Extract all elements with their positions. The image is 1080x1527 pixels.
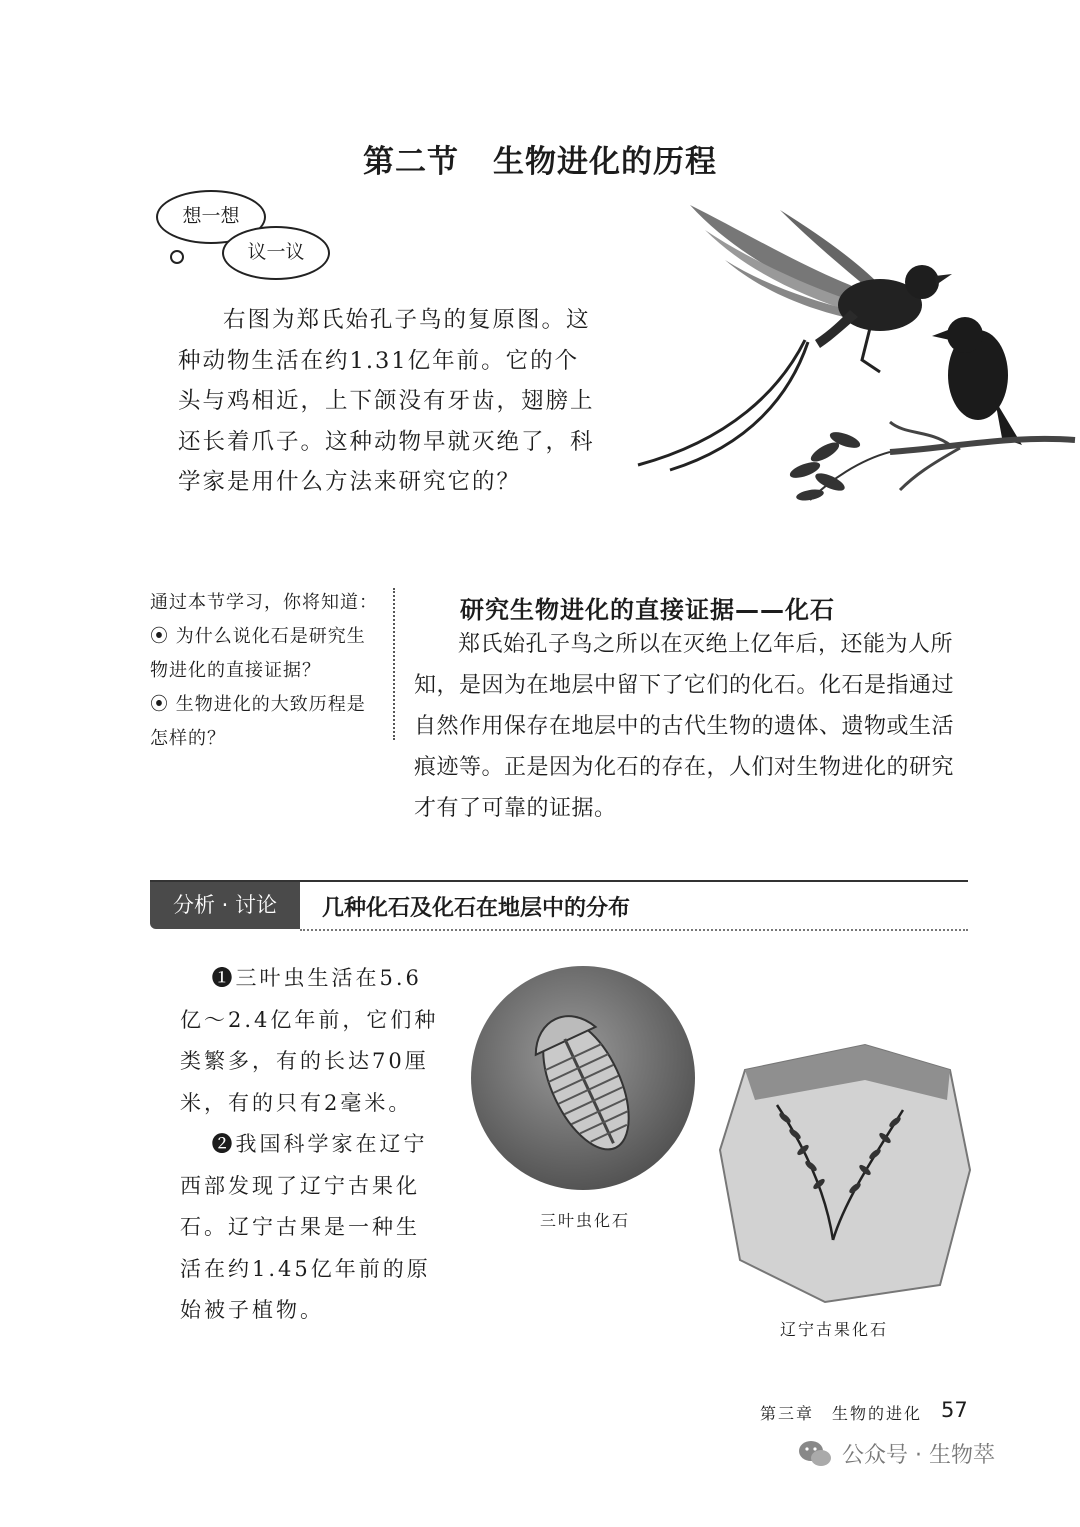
page-title	[0, 136, 1080, 181]
archaefructus-caption: 辽宁古果化石	[780, 1320, 889, 1339]
trilobite-caption: 三叶虫化石	[540, 1211, 631, 1230]
discuss-bubble-label: 议一议	[247, 241, 305, 263]
archaefructus-fossil-image	[715, 1040, 975, 1305]
wechat-icon	[798, 1439, 832, 1469]
think-bubble-label: 想一想	[182, 205, 240, 227]
target-bullet-icon: ⦿	[150, 694, 176, 715]
item-2-marker: ❷	[211, 1132, 236, 1156]
leaves	[788, 429, 890, 502]
objective-item	[150, 620, 382, 688]
learning-objectives	[150, 586, 382, 756]
item-1-marker: ❶	[211, 966, 236, 990]
dotted-divider	[393, 588, 395, 740]
chapter-footer: 第三章 生物的进化	[760, 1404, 923, 1423]
confuciusornis-illustration	[630, 190, 1080, 520]
analysis-text	[180, 958, 442, 1332]
section-number: 第二节	[363, 144, 459, 180]
analysis-paragraph-2: ❷我国科学家在辽宁西部发现了辽宁古果化石。辽宁古果是一种生活在约1.45亿年前的原始被子植物。	[180, 1132, 431, 1322]
watermark	[798, 1438, 995, 1469]
objective-text: 为什么说化石是研究生物进化的直接证据？	[150, 626, 366, 681]
discuss-bubble	[222, 226, 330, 280]
analysis-paragraph-1: ❶三叶虫生活在5.6亿～2.4亿年前，它们种类繁多，有的长达70厘米，有的只有2毫米。	[180, 966, 439, 1115]
intro-text: 右图为郑氏始孔子鸟的复原图。这种动物生活在约1.31亿年前。它的个头与鸡相近，上下颌没有牙齿，翅膀上还长着爪子。这种动物早就灭绝了，科学家是用什么方法来研究它的？	[178, 307, 595, 495]
objective-item	[150, 688, 382, 756]
watermark-text: 公众号 · 生物萃	[842, 1443, 995, 1468]
branch	[890, 422, 1075, 490]
trilobite-fossil-image	[470, 965, 696, 1191]
objective-text: 生物进化的大致历程是怎样的？	[150, 694, 366, 749]
bubble-dot-icon	[170, 250, 184, 264]
analysis-tag: 分析 · 讨论	[150, 882, 300, 929]
section-title: 生物进化的历程	[493, 144, 717, 180]
section-heading: 研究生物进化的直接证据——化石	[460, 596, 835, 624]
page-number: 57	[941, 1398, 968, 1422]
analysis-title: 几种化石及化石在地层中的分布	[322, 896, 631, 921]
target-bullet-icon: ⦿	[150, 626, 176, 647]
section-paragraph: 郑氏始孔子鸟之所以在灭绝上亿年后，还能为人所知，是因为在地层中留下了它们的化石。化石是指通过自然作用保存在地层中的古代生物的遗体、遗物或生活痕迹等。正是因为化石的存在，人们对生物进化的研究才有了可靠的证据。	[414, 632, 955, 821]
section-body	[414, 624, 970, 829]
bird-perched	[932, 317, 1022, 445]
analysis-bar-bottom-rule	[300, 929, 968, 931]
objectives-lead: 通过本节学习，你将知道：	[150, 592, 378, 613]
intro-paragraph	[178, 300, 598, 503]
